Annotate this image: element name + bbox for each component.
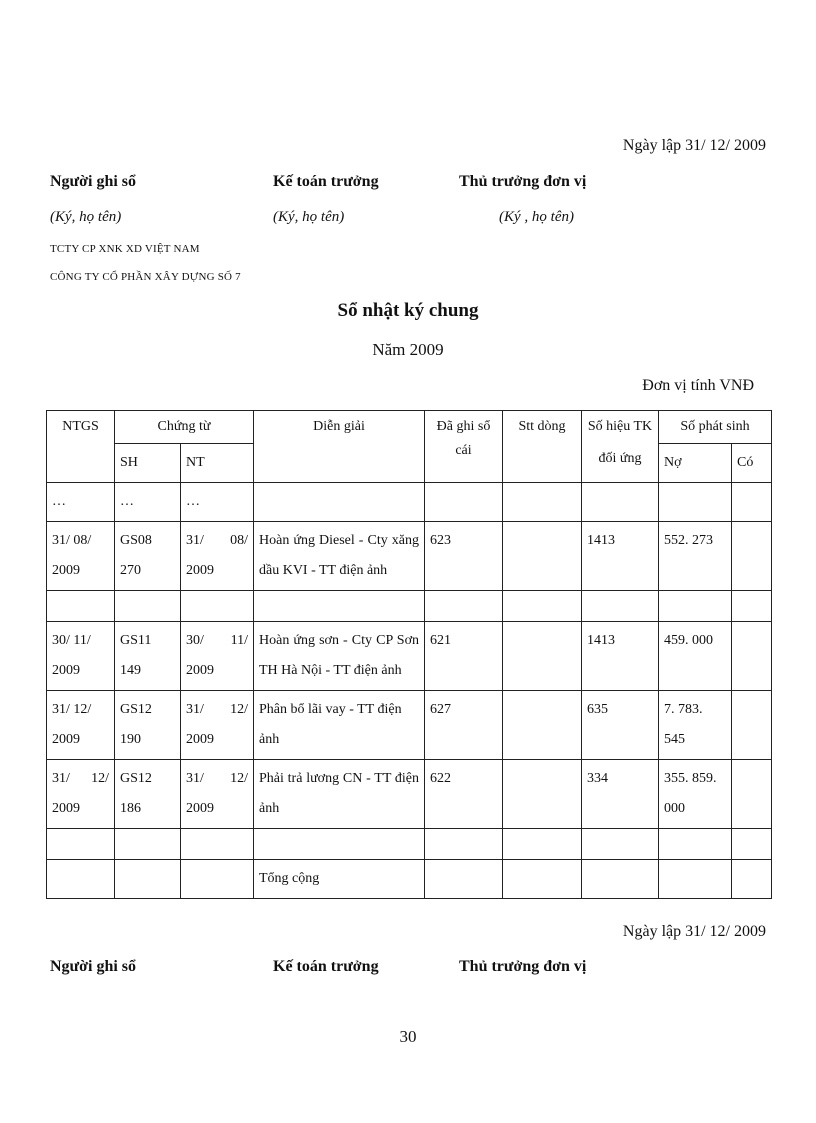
- currency-unit: Đơn vị tính VNĐ: [642, 377, 754, 394]
- table-row: [47, 591, 772, 622]
- nt-cell: 31/ 12/ 2009: [181, 691, 254, 760]
- tk-cell: 1413: [582, 622, 659, 691]
- page-number: 30: [399, 1027, 417, 1046]
- co-cell: [732, 691, 772, 760]
- header-dien-giai: Diễn giải: [254, 411, 425, 483]
- so-cai-cell: 627: [425, 691, 503, 760]
- bottom-date: Ngày lập 31/ 12/ 2009: [622, 923, 766, 940]
- co-cell: [732, 760, 772, 829]
- recorder-note: (Ký, họ tên): [50, 209, 122, 225]
- org-line-1: TCTY CP XNK XD VIỆT NAM: [50, 243, 200, 255]
- table-row: [47, 522, 772, 591]
- stt-cell: [503, 622, 582, 691]
- unit-head-label: Thủ trưởng đơn vị: [459, 173, 587, 190]
- sh-cell: GS12 186: [115, 760, 181, 829]
- table-row: [47, 829, 772, 860]
- sh-cell: GS08 270: [115, 522, 181, 591]
- header-chung-tu: Chứng từ: [115, 411, 254, 444]
- sh-cell: GS12 190: [115, 691, 181, 760]
- stt-cell: [503, 691, 582, 760]
- header-da-ghi-so-cai: Đã ghi sổ cái: [425, 411, 503, 483]
- header-co: Có: [732, 444, 772, 483]
- ntgs-cell: 31/ 12/ 2009: [47, 691, 115, 760]
- unit-head-note: (Ký , họ tên): [499, 209, 574, 225]
- dien-giai-cell: Hoàn ứng sơn - Cty CP Sơn TH Hà Nội - TT điện ảnh: [254, 622, 425, 691]
- table-row: [47, 622, 772, 691]
- header-so-hieu-tk-line2: đối ứng: [598, 451, 642, 466]
- document-year: Năm 2009: [372, 340, 444, 359]
- top-date: Ngày lập 31/ 12/ 2009: [622, 137, 766, 154]
- header-so-phat-sinh: Số phát sinh: [659, 411, 772, 444]
- recorder-label: Người ghi sổ: [50, 173, 137, 190]
- tk-cell: 635: [582, 691, 659, 760]
- total-row: [47, 860, 772, 899]
- chief-accountant-note: (Ký, họ tên): [273, 209, 345, 225]
- header-row: [47, 411, 772, 444]
- so-cai-cell: 621: [425, 622, 503, 691]
- ntgs-cell: 31/ 12/ 2009: [47, 760, 115, 829]
- ellipsis-cell: …: [181, 483, 254, 522]
- so-cai-cell: 622: [425, 760, 503, 829]
- org-line-2: CÔNG TY CỔ PHẦN XÂY DỰNG SỐ 7: [50, 271, 241, 283]
- header-so-hieu-tk-line1: Số hiệu TK: [587, 419, 653, 434]
- nt-cell: 31/ 08/ 2009: [181, 522, 254, 591]
- header-stt-dong: Stt dòng: [503, 411, 582, 483]
- header-nt: NT: [181, 444, 254, 483]
- header-sh: SH: [115, 444, 181, 483]
- header-ntgs: NTGS: [47, 411, 115, 483]
- stt-cell: [503, 522, 582, 591]
- no-cell: 7. 783. 545: [659, 691, 732, 760]
- document-title: Sổ nhật ký chung: [337, 300, 479, 321]
- no-cell: 552. 273: [659, 522, 732, 591]
- ntgs-cell: 30/ 11/ 2009: [47, 622, 115, 691]
- nt-cell: 30/ 11/ 2009: [181, 622, 254, 691]
- so-cai-cell: 623: [425, 522, 503, 591]
- no-cell: 459. 000: [659, 622, 732, 691]
- nt-cell: 31/ 12/ 2009: [181, 760, 254, 829]
- dien-giai-cell: Hoàn ứng Diesel - Cty xăng dầu KVI - TT điện ảnh: [254, 522, 425, 591]
- co-cell: [732, 522, 772, 591]
- stt-cell: [503, 760, 582, 829]
- ellipsis-cell: …: [115, 483, 181, 522]
- tk-cell: 1413: [582, 522, 659, 591]
- ntgs-cell: 31/ 08/ 2009: [47, 522, 115, 591]
- journal-table: [46, 410, 772, 899]
- table-row: [47, 691, 772, 760]
- tk-cell: 334: [582, 760, 659, 829]
- sh-cell: GS11 149: [115, 622, 181, 691]
- chief-accountant-label: Kế toán trưởng: [273, 173, 379, 190]
- header-no: Nợ: [659, 444, 732, 483]
- bottom-chief-accountant-label: Kế toán trưởng: [273, 958, 379, 975]
- dien-giai-cell: Phân bổ lãi vay - TT điện ảnh: [254, 691, 425, 760]
- dien-giai-cell: Phải trả lương CN - TT điện ảnh: [254, 760, 425, 829]
- total-label: Tổng cộng: [254, 860, 425, 899]
- table-row: [47, 483, 772, 522]
- bottom-recorder-label: Người ghi sổ: [50, 958, 137, 975]
- co-cell: [732, 622, 772, 691]
- header-so-hieu-tk: [582, 411, 659, 483]
- table-row: [47, 760, 772, 829]
- no-cell: 355. 859. 000: [659, 760, 732, 829]
- bottom-unit-head-label: Thủ trưởng đơn vị: [459, 958, 587, 975]
- ellipsis-cell: …: [47, 483, 115, 522]
